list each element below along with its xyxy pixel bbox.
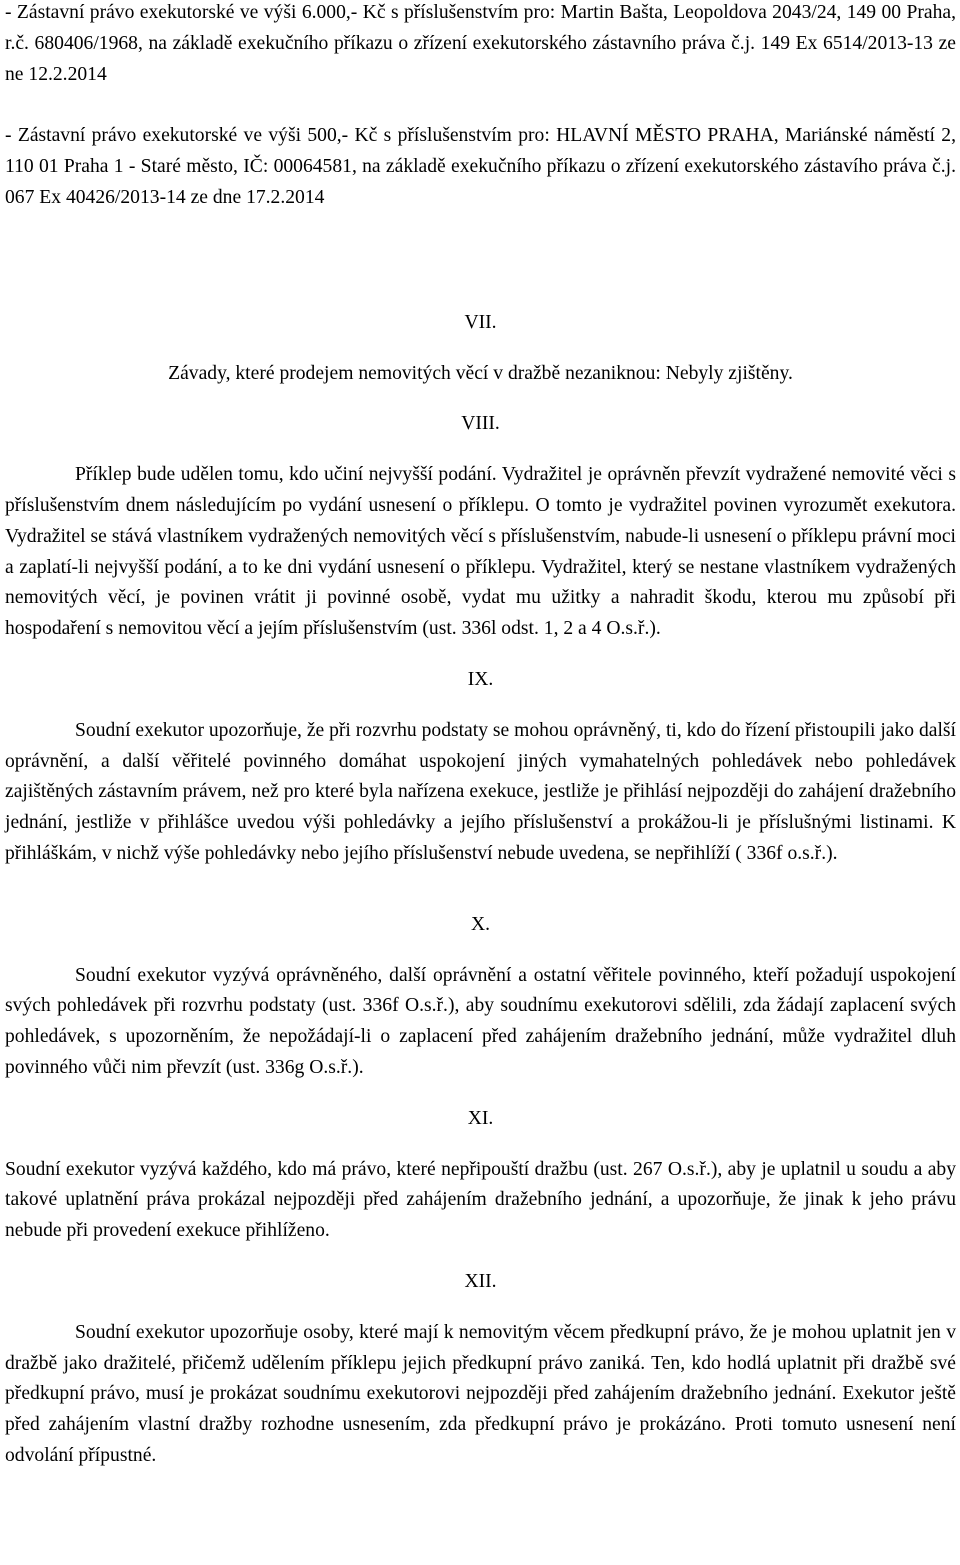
section-heading: IX. bbox=[467, 668, 494, 690]
section-text: Soudní exekutor upozorňuje, že při rozvrhu podstaty se mohou oprávněný, ti, kdo do řízení přistoupili jako další oprávnění, a další věřitelé povinného domáhat uspokojení jiných vymahatelných pohledávek nebo pohledávek zajištěných zástavním právem, než pro které byla nařízena exekuce, jestliže je přihlásí nejpozději do zahájení dražebního jednání, jestliže v přihlášce uvedou výši pohledávky a jejího příslušenství a prokážou-li je příslušnými listinami. K přihláškám, v nichž výše pohledávky nebo jejího příslušenství nebude uvedena, se nepřihlíží ( 336f o.s.ř.). bbox=[5, 719, 957, 864]
section-heading: VII. bbox=[464, 311, 497, 333]
section-text: Soudní exekutor vyzývá každého, kdo má právo, které nepřipouští dražbu (ust. 267 O.s.ř.), aby je uplatnil u soudu a aby takové uplatnění práva prokázal nejpozději před zahájením dražebního jednání, a upozorňuje, že jinak k jeho právu nebude při provedení exekuce přihlíženo. bbox=[5, 1158, 956, 1242]
section-text: Soudní exekutor upozorňuje osoby, které mají k nemovitým věcem předkupní právo, že je mohou uplatnit jen v dražbě jako dražitelé, přičemž udělením příklepu jejich předkupní právo zaniká. Ten, kdo hodlá uplatnit při dražbě své předkupní právo, musí je prokázat soudnímu exekutorovi nejpozději před zahájením dražebního jednání. Exekutor ještě před zahájením vlastní dražby rozhodne usnesením, zda předkupní právo je prokázáno. Proti tomuto usnesení není odvolání přípustné. bbox=[5, 1321, 956, 1466]
section-heading: XII. bbox=[464, 1270, 497, 1292]
section-text: Závady, které prodejem nemovitých věcí v dražbě nezaniknou: Nebyly zjištěny. bbox=[168, 362, 793, 384]
lien-entry: - Zástavní právo exekutorské ve výši 6.000,- Kč s příslušenstvím pro: Martin Bašta, Leopoldova 2043/24, 149 00 Praha, r.č. 680406/1968, na základě exekučního příkazu o zřízení exekutorského zástavního práva č.j. 149 Ex 6514/2013-13 ze ne 12.2.2014 bbox=[5, 2, 956, 85]
section-text: Příklep bude udělen tomu, kdo učiní nejvyšší podání. Vydražitel je oprávněn převzít vydražené nemovité věci s příslušenstvím dnem následujícím po vydání usnesení o příklepu. O tomto je vydražitel povinen vyrozumět exekutora. Vydražitel se stává vlastníkem vydražených nemovitých věcí s příslušenstvím, nabude-li usnesení o příklepu právní moci a zaplatí-li nejvyšší podání, a to ke dni vydání usnesení o příklepu. Vydražitel, který se nestane vlastníkem vydražených nemovitých věcí, je povinen vrátit ji povinné osobě, vydat mu užitky a nahradit škodu, kterou mu způsobí při hospodaření s nemovitou věcí a jejím příslušenstvím (ust. 336l odst. 1, 2 a 4 O.s.ř.). bbox=[5, 464, 956, 640]
section-text: Soudní exekutor vyzývá oprávněného, další oprávnění a ostatní věřitele povinného, kteří požadují uspokojení svých pohledávek při rozvrhu podstaty (ust. 336f O.s.ř.), aby soudnímu exekutorovi sdělili, zda žádají zaplacení svých pohledávek, s upozorněním, že nepožádají-li o zaplacení před zahájením dražebního jednání, může vydražitel dluh povinného vůči nim převzít (ust. 336g O.s.ř.). bbox=[5, 964, 956, 1078]
lien-entry: - Zástavní právo exekutorské ve výši 500,- Kč s příslušenstvím pro: HLAVNÍ MĚSTO PRAHA, Mariánské náměstí 2, 110 01 Praha 1 - Staré město, IČ: 00064581, na základě exekučního příkazu o zřízení exekutorského zástavího práva č.j. 067 Ex 40426/2013-14 ze dne 17.2.2014 bbox=[5, 125, 956, 208]
section-heading: XI. bbox=[467, 1107, 494, 1129]
section-heading: VIII. bbox=[461, 413, 500, 435]
section-heading: X. bbox=[470, 913, 491, 935]
